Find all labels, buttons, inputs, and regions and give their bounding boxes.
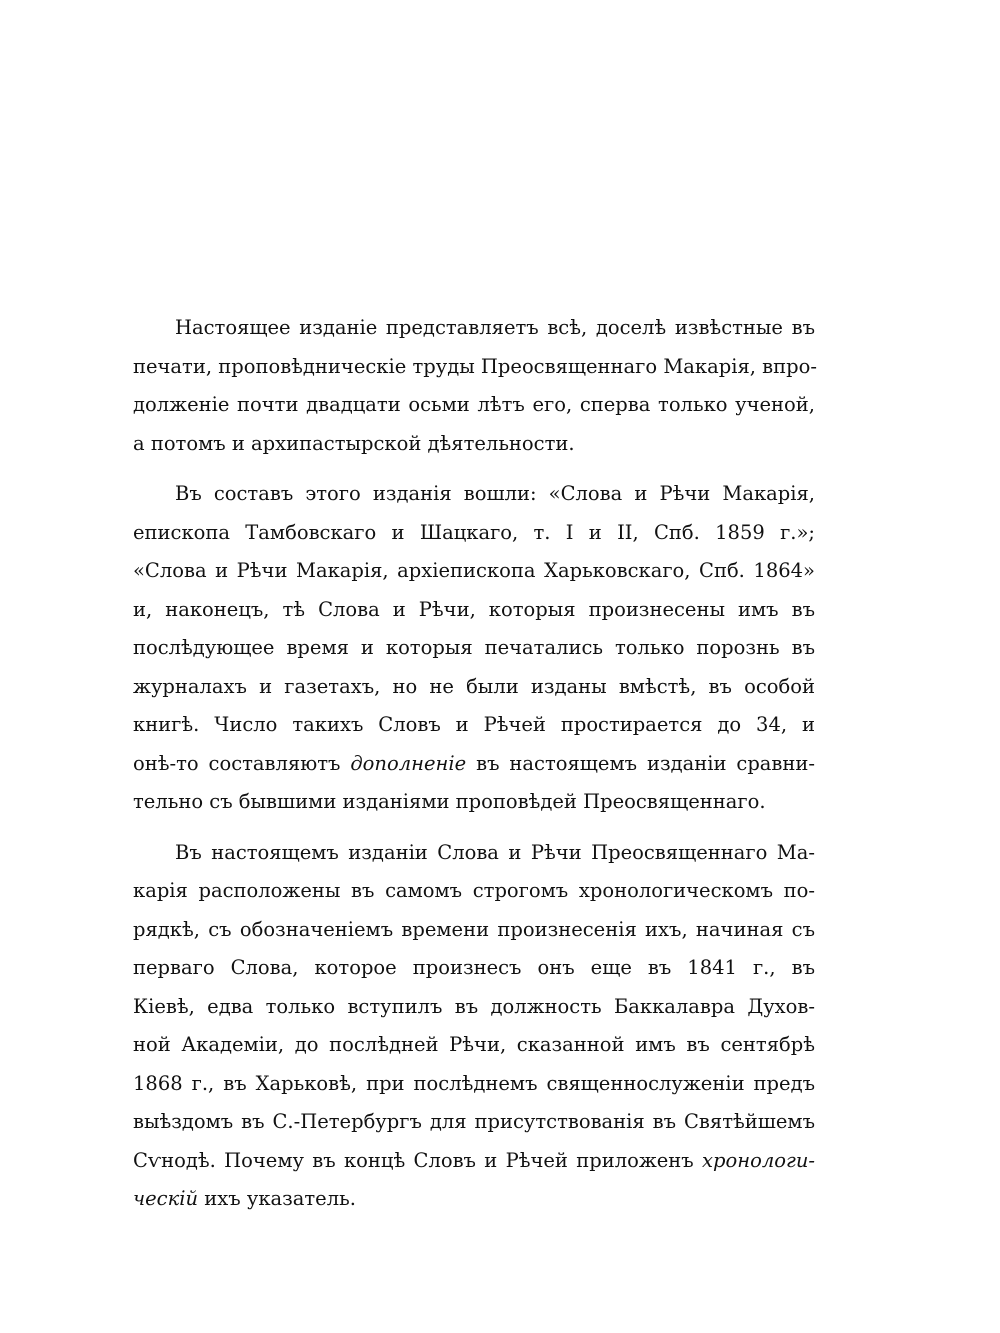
preface-text (133, 309, 815, 1231)
text-run: въ настоящемъ изданіи сравни- (466, 751, 815, 775)
text-line: послѣдующее время и которыя печатались только порознь въ (133, 636, 815, 659)
text-line: а потомъ и архипастырской дѣятельности. (133, 431, 575, 455)
text-line: тельно съ бывшими изданіями проповѣдей Преосвященнаго. (133, 790, 766, 813)
text-line: Въ настоящемъ изданіи Слова и Рѣчи Преосвященнаго Ма- (175, 840, 815, 864)
text-line: Кіевѣ, едва только вступилъ въ должность Баккалавра Духов- (133, 994, 815, 1018)
text-line: рядкѣ, съ обозначеніемъ времени произнесенія ихъ, начиная съ (133, 917, 815, 941)
paragraph-2 (133, 475, 815, 822)
text-run: онѣ-то составляютъ (133, 751, 351, 775)
text-line: и, наконецъ, тѣ Слова и Рѣчи, которыя произнесены имъ въ (133, 597, 815, 621)
italic-term-khronologicheskiy: хронологи- (702, 1148, 815, 1172)
text-line (133, 745, 815, 784)
text-line (133, 1142, 815, 1181)
text-line: «Слова и Рѣчи Макарія, архіепископа Харьковскаго, Спб. 1864» (133, 559, 815, 582)
text-line: книгѣ. Число такихъ Словъ и Рѣчей простирается до 34, и (133, 713, 815, 736)
text-line: епископа Тамбовскаго и Шацкаго, т. I и II, Спб. 1859 г.»; (133, 520, 815, 544)
italic-term-khronologicheskiy-cont: ческій (133, 1187, 199, 1210)
text-line: долженіе почти двадцати осьми лѣтъ его, сперва только ученой, (133, 393, 815, 416)
text-line: перваго Слова, которое произнесъ онъ еще въ 1841 г., въ (133, 956, 815, 979)
italic-term-dopolnenie: дополненіе (350, 751, 467, 775)
text-line: 1868 г., въ Харьковѣ, при послѣднемъ священнослуженіи предъ (133, 1071, 815, 1095)
text-run: ихъ указатель. (198, 1187, 356, 1210)
paragraph-1 (133, 309, 815, 463)
text-line: выѣздомъ въ С.-Петербургъ для присутствованія въ Святѣйшемъ (133, 1110, 815, 1133)
text-line: Настоящее изданіе представляетъ всѣ, доселѣ извѣстные въ (175, 316, 815, 339)
text-line: Въ составъ этого изданія вошли: «Слова и Рѣчи Макарія, (175, 482, 815, 505)
text-line: печати, проповѣдническіе труды Преосвященнаго Макарія, впро- (133, 354, 817, 378)
text-line: карія расположены въ самомъ строгомъ хронологическомъ по- (133, 879, 815, 902)
text-run: Сѵнодѣ. Почему въ концѣ Словъ и Рѣчей приложенъ (133, 1148, 703, 1172)
text-line (133, 1180, 815, 1219)
text-line: журналахъ и газетахъ, но не были изданы вмѣстѣ, въ особой (133, 674, 815, 698)
paragraph-3 (133, 834, 815, 1219)
text-line: ной Академіи, до послѣдней Рѣчи, сказанной имъ въ сентябрѣ (133, 1033, 815, 1056)
